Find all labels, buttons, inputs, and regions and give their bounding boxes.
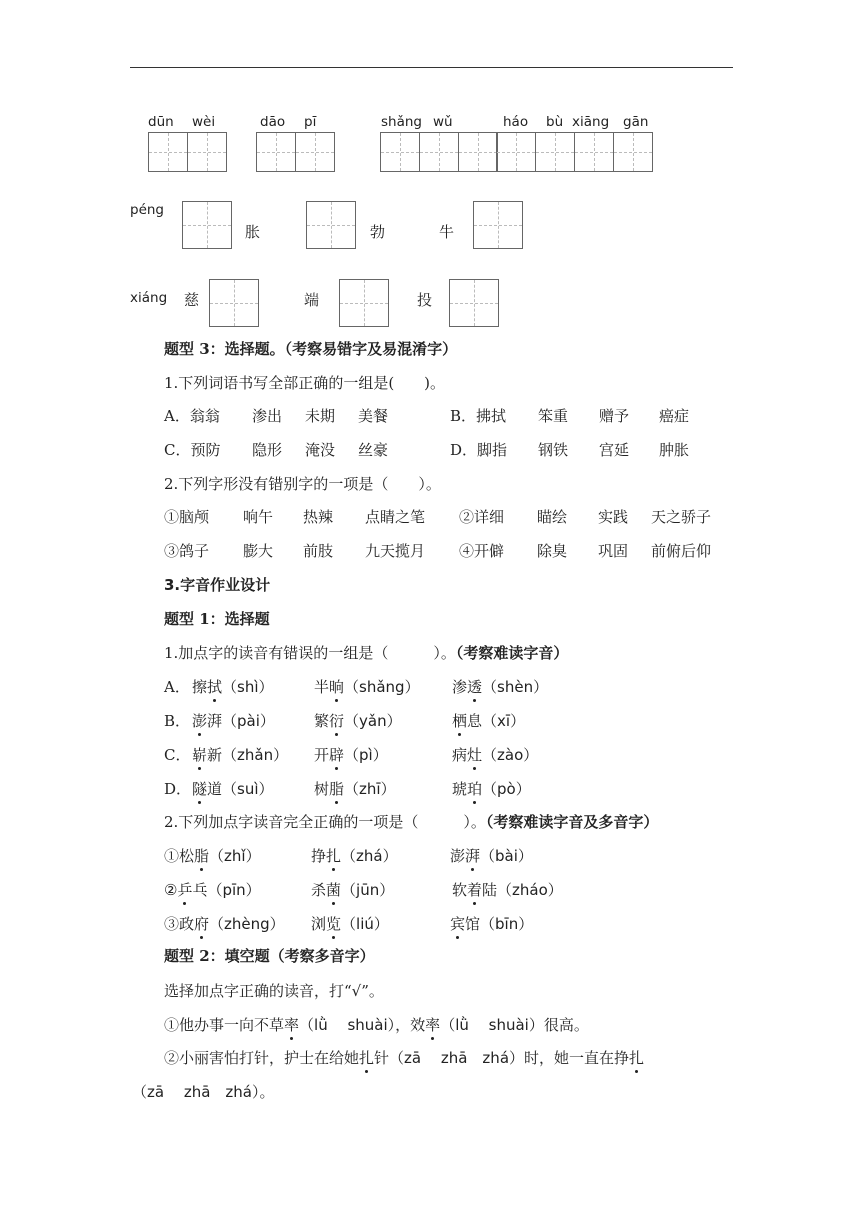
pinyin: wǔ <box>433 114 453 130</box>
writing-box[interactable] <box>182 201 232 249</box>
section-heading: 题型 1：选择题 <box>164 610 270 628</box>
pinyin: pī <box>304 114 317 130</box>
pinyin: bù <box>546 114 564 130</box>
pinyin: dāo <box>260 114 286 130</box>
writing-box[interactable] <box>339 279 389 327</box>
fill-question: ②小丽害怕打针，护士在给她扎针（zā zhā zhá）时，她一直在挣扎 <box>164 1049 645 1067</box>
section-title: 3.字音作业设计 <box>164 576 271 594</box>
char: 端 <box>304 291 320 309</box>
question-text: 2.下列字形没有错别字的一项是（ ）。 <box>164 475 441 493</box>
pinyin: shǎng <box>381 114 422 130</box>
pinyin: xiāng <box>572 114 610 130</box>
char: 牛 <box>439 223 455 241</box>
pinyin: háo <box>503 114 529 130</box>
writing-grid[interactable] <box>148 132 227 172</box>
fill-question: ①他办事一向不草率（lǜ shuài），效率（lǜ shuài）很高。 <box>164 1016 589 1034</box>
char: 勃 <box>370 223 386 241</box>
writing-grid[interactable] <box>256 132 335 172</box>
pinyin: wèi <box>192 114 216 130</box>
section-heading: 题型 2：填空题（考察多音字） <box>164 947 375 965</box>
section-heading: 题型 3：选择题。（考察易错字及易混淆字） <box>164 340 458 358</box>
writing-box[interactable] <box>306 201 356 249</box>
pinyin: dūn <box>148 114 174 130</box>
pinyin: xiáng <box>130 290 168 306</box>
char: 投 <box>417 291 433 309</box>
writing-grid[interactable] <box>380 132 498 172</box>
writing-box[interactable] <box>209 279 259 327</box>
question-text: 1.下列词语书写全部正确的一组是( )。 <box>164 374 446 392</box>
char: 胀 <box>245 223 261 241</box>
instruction-text: 选择加点字正确的读音，打“√”。 <box>164 982 384 1000</box>
pinyin: péng <box>130 202 165 218</box>
pinyin: gān <box>623 114 649 130</box>
header-rule <box>130 67 733 68</box>
writing-box[interactable] <box>449 279 499 327</box>
fill-question-cont: （zā zhā zhá）。 <box>132 1083 275 1101</box>
question-text: 2.下列加点字读音完全正确的一项是（ ）。（考察难读字音及多音字） <box>164 813 659 831</box>
writing-box[interactable] <box>473 201 523 249</box>
char: 慈 <box>184 291 200 309</box>
question-text: 1.加点字的读音有错误的一组是（ ）。（考察难读字音） <box>164 644 569 662</box>
writing-grid[interactable] <box>496 132 653 172</box>
